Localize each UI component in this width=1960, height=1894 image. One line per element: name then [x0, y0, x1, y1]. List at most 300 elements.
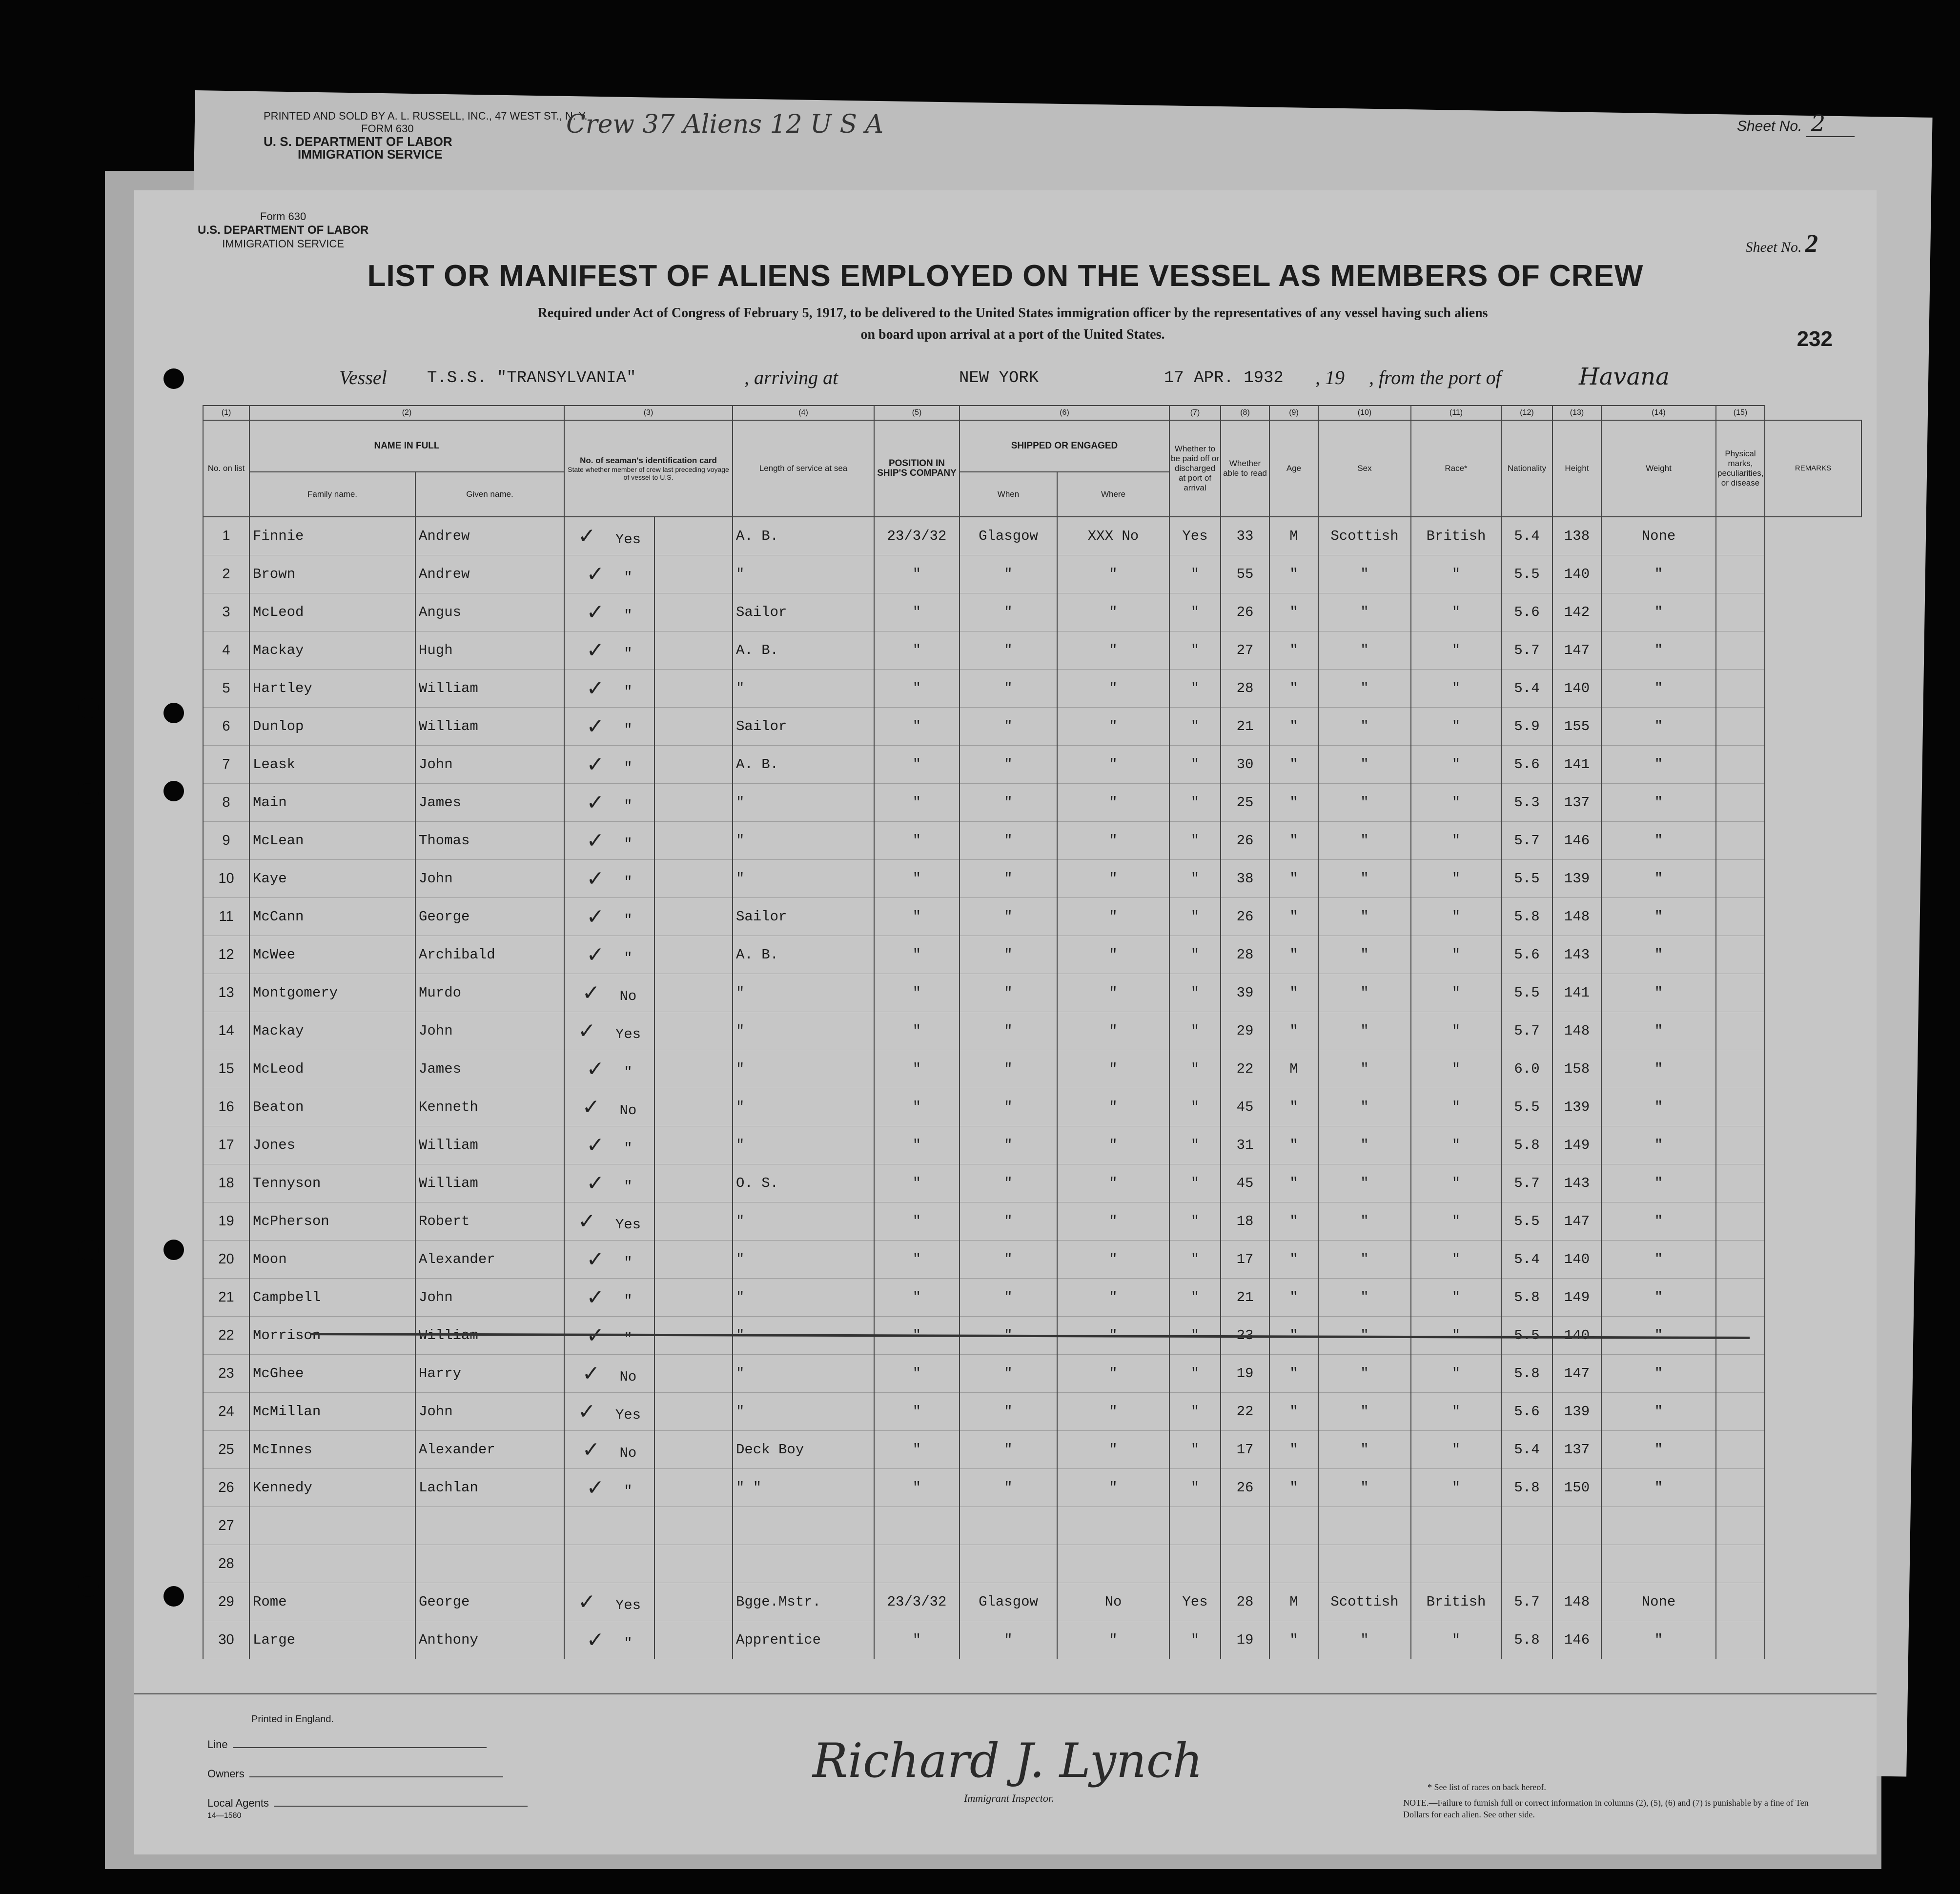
family-name: Mackay: [249, 1012, 415, 1050]
remarks: [1716, 860, 1765, 898]
id-card: ": [624, 874, 633, 890]
given-name: Robert: [415, 1202, 564, 1241]
id-card-cell: [564, 1126, 654, 1164]
paid-off: ": [1057, 860, 1169, 898]
id-card-cell: [564, 860, 654, 898]
col-num-12: (12): [1501, 406, 1552, 420]
crew-table-body: [203, 517, 1861, 1659]
paid-off: ": [1057, 1355, 1169, 1393]
from-port: Havana: [1579, 363, 1670, 390]
id-card-cell: [564, 784, 654, 822]
back-service: IMMIGRATION SERVICE: [298, 147, 443, 162]
race: ": [1318, 746, 1411, 784]
age: 26: [1221, 898, 1269, 936]
shipped-where: ": [960, 631, 1057, 670]
header-remarks: REMARKS: [1765, 420, 1861, 517]
sex: ": [1269, 1088, 1318, 1126]
race: ": [1318, 1393, 1411, 1431]
race: ": [1318, 1431, 1411, 1469]
height: 5.6: [1501, 1393, 1552, 1431]
age: 25: [1221, 784, 1269, 822]
back-form-line: FORM 630: [361, 122, 414, 135]
shipped-when: ": [874, 670, 960, 708]
table-row: [203, 1164, 1861, 1202]
nationality: ": [1411, 1012, 1501, 1050]
shipped-where: ": [960, 1355, 1057, 1393]
race: ": [1318, 593, 1411, 631]
row-number: 2: [203, 555, 249, 593]
nationality: ": [1411, 1431, 1501, 1469]
header-able-read: Whether able to read: [1221, 420, 1269, 517]
header-family-name: Family name.: [249, 472, 415, 517]
remarks: [1716, 974, 1765, 1012]
sex: M: [1269, 1050, 1318, 1088]
family-name: McPherson: [249, 1202, 415, 1241]
physical-marks: ": [1601, 784, 1716, 822]
id-card: ": [624, 570, 633, 586]
id-card-cell: [564, 1469, 654, 1507]
position: ": [733, 1241, 874, 1279]
family-name: Campbell: [249, 1279, 415, 1317]
weight: 147: [1552, 1202, 1601, 1241]
header-nationality: Nationality: [1501, 420, 1552, 517]
sex: ": [1269, 822, 1318, 860]
back-sheet-number: [1737, 110, 1855, 136]
paid-off: ": [1057, 1050, 1169, 1088]
shipped-when: ": [874, 708, 960, 746]
id-card: ": [624, 1293, 633, 1309]
sex: ": [1269, 784, 1318, 822]
shipped-where: ": [960, 746, 1057, 784]
physical-marks: ": [1601, 1164, 1716, 1202]
given-name: Andrew: [415, 517, 564, 555]
row-number: 8: [203, 784, 249, 822]
form-number: Form 630: [260, 210, 306, 223]
table-row: [203, 1469, 1861, 1507]
given-name: John: [415, 1279, 564, 1317]
header-no-on-list: No. on list: [203, 420, 249, 517]
nationality: ": [1411, 1317, 1501, 1355]
physical-marks: ": [1601, 555, 1716, 593]
row-number: 14: [203, 1012, 249, 1050]
paid-off: ": [1057, 631, 1169, 670]
id-card: ": [624, 1064, 633, 1080]
age: 38: [1221, 860, 1269, 898]
able-to-read: ": [1169, 631, 1221, 670]
paid-off: ": [1057, 784, 1169, 822]
id-card-cell: [564, 1545, 654, 1583]
height: 5.7: [1501, 822, 1552, 860]
given-name: George: [415, 898, 564, 936]
footer-local-agents-blank: [274, 1806, 528, 1807]
table-row: [203, 1050, 1861, 1088]
table-row: [203, 822, 1861, 860]
position: Sailor: [733, 593, 874, 631]
table-row: [203, 593, 1861, 631]
id-card: No: [619, 1102, 637, 1119]
family-name: McLeod: [249, 593, 415, 631]
family-name: McCann: [249, 898, 415, 936]
able-to-read: ": [1169, 1126, 1221, 1164]
given-name: [415, 1507, 564, 1545]
year-label: , 19: [1315, 367, 1345, 388]
paid-off: ": [1057, 1126, 1169, 1164]
height: 5.7: [1501, 1583, 1552, 1621]
paid-off: ": [1057, 708, 1169, 746]
length-service: [654, 1241, 733, 1279]
row-number: 21: [203, 1279, 249, 1317]
col-num-15: (15): [1716, 406, 1765, 420]
race: ": [1318, 1469, 1411, 1507]
row-number: 22: [203, 1317, 249, 1355]
nationality: ": [1411, 1202, 1501, 1241]
id-card: ": [624, 608, 633, 624]
signature-caption: Immigrant Inspector.: [964, 1792, 1054, 1804]
age: 39: [1221, 974, 1269, 1012]
height: 5.6: [1501, 746, 1552, 784]
sex: ": [1269, 1621, 1318, 1659]
race: ": [1318, 974, 1411, 1012]
sex: ": [1269, 631, 1318, 670]
physical-marks: ": [1601, 708, 1716, 746]
position: A. B.: [733, 746, 874, 784]
family-name: McMillan: [249, 1393, 415, 1431]
height: 5.7: [1501, 631, 1552, 670]
id-card-cell: [564, 708, 654, 746]
id-card-cell: [564, 746, 654, 784]
manifest-page: [134, 190, 1877, 1854]
family-name: Jones: [249, 1126, 415, 1164]
id-card-cell: [564, 822, 654, 860]
length-service: [654, 555, 733, 593]
header-weight: Weight: [1601, 420, 1716, 517]
shipped-where: ": [960, 670, 1057, 708]
check-mark: ✓: [586, 600, 605, 625]
physical-marks: ": [1601, 1202, 1716, 1241]
weight: 146: [1552, 1621, 1601, 1659]
binder-hole: [163, 781, 184, 801]
position: ": [733, 1088, 874, 1126]
age: 26: [1221, 593, 1269, 631]
shipped-when: ": [874, 1469, 960, 1507]
length-service: [654, 1164, 733, 1202]
check-mark: ✓: [586, 1323, 605, 1348]
row-number: 6: [203, 708, 249, 746]
given-name: Lachlan: [415, 1469, 564, 1507]
position: ": [733, 1012, 874, 1050]
length-service: [654, 860, 733, 898]
check-mark: ✓: [586, 1628, 605, 1652]
able-to-read: ": [1169, 1241, 1221, 1279]
given-name: Alexander: [415, 1241, 564, 1279]
physical-marks: ": [1601, 1088, 1716, 1126]
row-number: 3: [203, 593, 249, 631]
length-service: [654, 1012, 733, 1050]
remarks: [1716, 708, 1765, 746]
age: 21: [1221, 1279, 1269, 1317]
id-card: ": [624, 722, 633, 738]
age: 45: [1221, 1088, 1269, 1126]
id-card-cell: [564, 1393, 654, 1431]
footer-local-agents-label: Local Agents: [207, 1797, 269, 1809]
shipped-when: ": [874, 631, 960, 670]
shipped-when: ": [874, 898, 960, 936]
shipped-when: ": [874, 1317, 960, 1355]
col-num-2: (2): [249, 406, 564, 420]
race: ": [1318, 1126, 1411, 1164]
table-row: [203, 670, 1861, 708]
height: 5.7: [1501, 1012, 1552, 1050]
row-number: 18: [203, 1164, 249, 1202]
position: ": [733, 1393, 874, 1431]
back-sheet-header: [215, 95, 1913, 173]
col-num-9: (9): [1269, 406, 1318, 420]
shipped-when: ": [874, 1621, 960, 1659]
family-name: Large: [249, 1621, 415, 1659]
shipped-where: Glasgow: [960, 1583, 1057, 1621]
height: 5.7: [1501, 1164, 1552, 1202]
shipped-where: ": [960, 1012, 1057, 1050]
height: 5.5: [1501, 974, 1552, 1012]
family-name: Beaton: [249, 1088, 415, 1126]
form-title: LIST OR MANIFEST OF ALIENS EMPLOYED ON THE VESSEL AS MEMBERS OF CREW: [367, 259, 1644, 293]
sex: ": [1269, 1393, 1318, 1431]
shipped-when: ": [874, 1241, 960, 1279]
length-service: [654, 1583, 733, 1621]
id-card-cell: [564, 1431, 654, 1469]
sex: ": [1269, 670, 1318, 708]
height: 5.8: [1501, 1355, 1552, 1393]
id-card-cell: [564, 593, 654, 631]
sex: ": [1269, 1164, 1318, 1202]
nationality: ": [1411, 822, 1501, 860]
form-service: IMMIGRATION SERVICE: [222, 238, 344, 250]
nationality: [1411, 1545, 1501, 1583]
height: 5.6: [1501, 593, 1552, 631]
header-length-service: Length of service at sea: [733, 420, 874, 517]
given-name: George: [415, 1583, 564, 1621]
printed-in: Printed in England.: [251, 1714, 334, 1725]
header-where: Where: [1057, 472, 1169, 517]
race: ": [1318, 1621, 1411, 1659]
weight: 141: [1552, 974, 1601, 1012]
physical-marks: ": [1601, 1355, 1716, 1393]
form-footer: [134, 1693, 1877, 1851]
col-num-11: (11): [1411, 406, 1501, 420]
length-service: [654, 670, 733, 708]
physical-marks: ": [1601, 1241, 1716, 1279]
paid-off: ": [1057, 1012, 1169, 1050]
given-name: William: [415, 708, 564, 746]
sex: ": [1269, 593, 1318, 631]
check-mark: ✓: [582, 980, 600, 1005]
back-sheet-printed-info: [264, 110, 588, 161]
position: Deck Boy: [733, 1431, 874, 1469]
id-card: ": [624, 1255, 633, 1271]
id-card: ": [624, 684, 633, 700]
length-service: [654, 631, 733, 670]
id-card: ": [624, 1179, 633, 1195]
id-card: Yes: [615, 1217, 641, 1233]
shipped-when: ": [874, 1088, 960, 1126]
weight: 140: [1552, 670, 1601, 708]
sex: ": [1269, 1355, 1318, 1393]
age: 28: [1221, 670, 1269, 708]
family-name: Brown: [249, 555, 415, 593]
table-row: [203, 898, 1861, 936]
shipped-when: ": [874, 822, 960, 860]
col-num-1: (1): [203, 406, 249, 420]
id-card: ": [624, 950, 633, 966]
table-row: [203, 555, 1861, 593]
position: ": [733, 1126, 874, 1164]
race: ": [1318, 1355, 1411, 1393]
row-number: 7: [203, 746, 249, 784]
binder-hole: [163, 1586, 184, 1607]
remarks: [1716, 822, 1765, 860]
note-penalty: NOTE.—Failure to furnish full or correct information in columns (2), (5), (6) and (7) is punishable by a fine of Ten Dollars for each alien. See other side.: [1403, 1798, 1809, 1819]
weight: 140: [1552, 555, 1601, 593]
age: 22: [1221, 1050, 1269, 1088]
remarks: [1716, 517, 1765, 555]
table-row: [203, 1126, 1861, 1164]
race: ": [1318, 670, 1411, 708]
remarks: [1716, 784, 1765, 822]
footer-line-label: Line: [207, 1738, 228, 1751]
weight: 148: [1552, 1583, 1601, 1621]
shipped-where: ": [960, 1621, 1057, 1659]
weight: 140: [1552, 1241, 1601, 1279]
shipped-when: ": [874, 974, 960, 1012]
age: 17: [1221, 1431, 1269, 1469]
binder-hole: [78, 698, 99, 718]
shipped-where: ": [960, 708, 1057, 746]
able-to-read: Yes: [1169, 517, 1221, 555]
given-name: Murdo: [415, 974, 564, 1012]
weight: 155: [1552, 708, 1601, 746]
table-row: [203, 1583, 1861, 1621]
position: Bgge.Mstr.: [733, 1583, 874, 1621]
check-mark: ✓: [586, 1475, 605, 1500]
nationality: ": [1411, 593, 1501, 631]
position: A. B.: [733, 631, 874, 670]
height: 5.5: [1501, 1317, 1552, 1355]
paid-off: ": [1057, 1431, 1169, 1469]
row-number: 16: [203, 1088, 249, 1126]
weight: 147: [1552, 1355, 1601, 1393]
shipped-when: ": [874, 860, 960, 898]
race: ": [1318, 1164, 1411, 1202]
length-service: [654, 1050, 733, 1088]
shipped-where: ": [960, 784, 1057, 822]
paid-off: ": [1057, 746, 1169, 784]
page-code: 232: [1797, 327, 1833, 351]
able-to-read: ": [1169, 1202, 1221, 1241]
given-name: Harry: [415, 1355, 564, 1393]
height: 5.5: [1501, 1088, 1552, 1126]
family-name: Main: [249, 784, 415, 822]
paid-off: ": [1057, 1393, 1169, 1431]
sex: ": [1269, 860, 1318, 898]
physical-marks: ": [1601, 1050, 1716, 1088]
header-height: Height: [1552, 420, 1601, 517]
nationality: ": [1411, 746, 1501, 784]
given-name: John: [415, 860, 564, 898]
sex: [1269, 1507, 1318, 1545]
nationality: ": [1411, 1241, 1501, 1279]
remarks: [1716, 1583, 1765, 1621]
check-mark: ✓: [586, 1247, 605, 1272]
able-to-read: ": [1169, 593, 1221, 631]
race: ": [1318, 1088, 1411, 1126]
check-mark: ✓: [577, 1209, 596, 1234]
position: A. B.: [733, 936, 874, 974]
able-to-read: ": [1169, 1355, 1221, 1393]
age: 23: [1221, 1317, 1269, 1355]
nationality: ": [1411, 1279, 1501, 1317]
table-row: [203, 1507, 1861, 1545]
physical-marks: ": [1601, 1012, 1716, 1050]
id-card: ": [624, 836, 633, 852]
check-mark: ✓: [586, 562, 605, 587]
family-name: Finnie: [249, 517, 415, 555]
length-service: [654, 593, 733, 631]
position: ": [733, 1355, 874, 1393]
row-number: 23: [203, 1355, 249, 1393]
position: " ": [733, 1469, 874, 1507]
physical-marks: ": [1601, 822, 1716, 860]
given-name: William: [415, 1126, 564, 1164]
remarks: [1716, 746, 1765, 784]
race: ": [1318, 822, 1411, 860]
header-row-1: [203, 420, 1861, 472]
binder-hole: [78, 1240, 99, 1260]
able-to-read: ": [1169, 708, 1221, 746]
id-card-cell: [564, 555, 654, 593]
row-number: 1: [203, 517, 249, 555]
nationality: [1411, 1507, 1501, 1545]
shipped-when: ": [874, 746, 960, 784]
table-row: [203, 708, 1861, 746]
vessel-label: Vessel: [339, 367, 387, 388]
id-card-cell: [564, 1050, 654, 1088]
sex: ": [1269, 1126, 1318, 1164]
col-num-5: (5): [874, 406, 960, 420]
shipped-where: ": [960, 936, 1057, 974]
id-card-cell: [564, 974, 654, 1012]
race: ": [1318, 1279, 1411, 1317]
row-number: 17: [203, 1126, 249, 1164]
age: 26: [1221, 822, 1269, 860]
age: 28: [1221, 936, 1269, 974]
given-name: Andrew: [415, 555, 564, 593]
length-service: [654, 1088, 733, 1126]
shipped-where: ": [960, 822, 1057, 860]
able-to-read: ": [1169, 1088, 1221, 1126]
remarks: [1716, 898, 1765, 936]
able-to-read: [1169, 1545, 1221, 1583]
remarks: [1716, 1050, 1765, 1088]
shipped-when: ": [874, 593, 960, 631]
remarks: [1716, 1317, 1765, 1355]
check-mark: ✓: [586, 904, 605, 929]
family-name: Hartley: [249, 670, 415, 708]
table-row: [203, 517, 1861, 555]
family-name: Leask: [249, 746, 415, 784]
height: [1501, 1507, 1552, 1545]
shipped-where: ": [960, 974, 1057, 1012]
arriving-label: , arriving at: [744, 367, 838, 388]
